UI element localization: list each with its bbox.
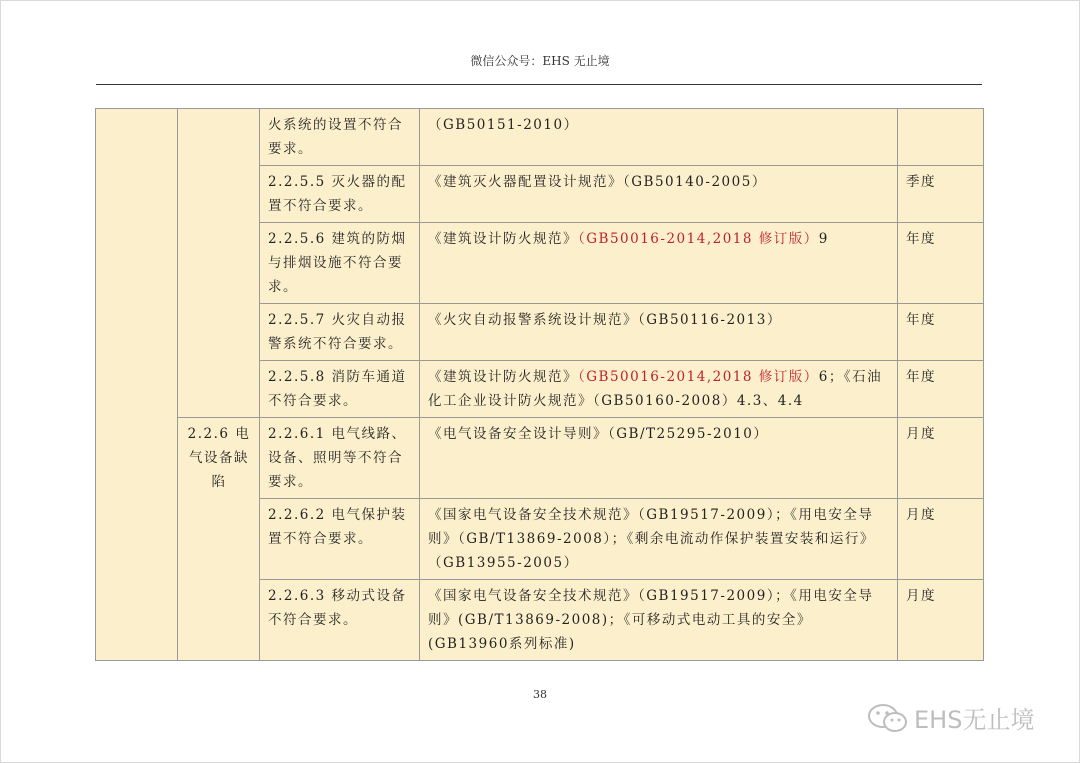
standard-cell xyxy=(420,223,898,304)
standard-cell xyxy=(420,361,898,418)
frequency-cell: 月度 xyxy=(898,499,984,580)
header-rule xyxy=(96,84,982,85)
standard-text: 《建筑灭火器配置设计规范》（GB50140-2005） xyxy=(428,174,767,190)
item-cell: 2.2.6.2 电气保护装置不符合要求。 xyxy=(260,499,420,580)
frequency-cell xyxy=(898,109,984,166)
standard-highlight: （GB50016-2014,2018 修订版） xyxy=(578,231,819,247)
standard-highlight: （GB50016-2014,2018 修订版） xyxy=(578,369,819,385)
standard-cell xyxy=(420,109,898,166)
standard-text: 《建筑设计防火规范》 xyxy=(428,369,578,385)
standard-text: 9 xyxy=(818,231,829,247)
standard-text: （GB50151-2010） xyxy=(428,117,579,133)
standard-text: 6；《石油化工企业设计防火规范》（GB50160-2008）4.3、4.4 xyxy=(428,369,883,409)
page-header: 微信公众号：EHS 无止境 xyxy=(470,54,610,68)
standard-text: 《国家电气设备安全技术规范》（GB19517-2009）；《用电安全导则》(GB/T13869-2008)；《可移动式电动工具的安全》(GB13960系列标准) xyxy=(428,588,874,652)
item-cell: 2.2.5.6 建筑的防烟与排烟设施不符合要求。 xyxy=(260,223,420,304)
frequency-cell: 月度 xyxy=(898,580,984,661)
hazard-table xyxy=(95,108,984,661)
item-cell: 2.2.6.3 移动式设备不符合要求。 xyxy=(260,580,420,661)
item-cell: 火系统的设置不符合要求。 xyxy=(260,109,420,166)
subcategory-cell-empty xyxy=(178,109,260,418)
item-cell: 2.2.5.5 灭火器的配置不符合要求。 xyxy=(260,166,420,223)
standard-cell xyxy=(420,580,898,661)
standard-cell xyxy=(420,499,898,580)
standard-text: 《国家电气设备安全技术规范》（GB19517-2009）；《用电安全导则》（GB/T13869-2008）；《剩余电流动作保护装置安装和运行》（GB13955-2005） xyxy=(428,507,875,571)
item-cell: 2.2.6.1 电气线路、设备、照明等不符合要求。 xyxy=(260,418,420,499)
category-cell-empty xyxy=(96,109,178,661)
item-cell: 2.2.5.8 消防车通道不符合要求。 xyxy=(260,361,420,418)
standard-text: 《火灾自动报警系统设计规范》（GB50116-2013） xyxy=(428,312,782,328)
watermark xyxy=(866,700,1034,735)
frequency-cell: 年度 xyxy=(898,361,984,418)
frequency-cell: 年度 xyxy=(898,223,984,304)
item-cell: 2.2.5.7 火灾自动报警系统不符合要求。 xyxy=(260,304,420,361)
watermark-text: EHS无止境 xyxy=(914,706,1035,734)
table-row xyxy=(96,109,984,166)
page-number: 38 xyxy=(533,688,547,701)
frequency-cell: 年度 xyxy=(898,304,984,361)
frequency-cell: 月度 xyxy=(898,418,984,499)
frequency-cell: 季度 xyxy=(898,166,984,223)
standard-text: 《电气设备安全设计导则》（GB/T25295-2010） xyxy=(428,426,769,442)
standard-text: 《建筑设计防火规范》 xyxy=(428,231,578,247)
wechat-icon xyxy=(866,703,910,733)
standard-cell xyxy=(420,304,898,361)
standard-cell xyxy=(420,418,898,499)
standard-cell xyxy=(420,166,898,223)
table-row xyxy=(96,418,984,499)
category-label: 2.2.6 电气设备缺陷 xyxy=(178,418,260,661)
